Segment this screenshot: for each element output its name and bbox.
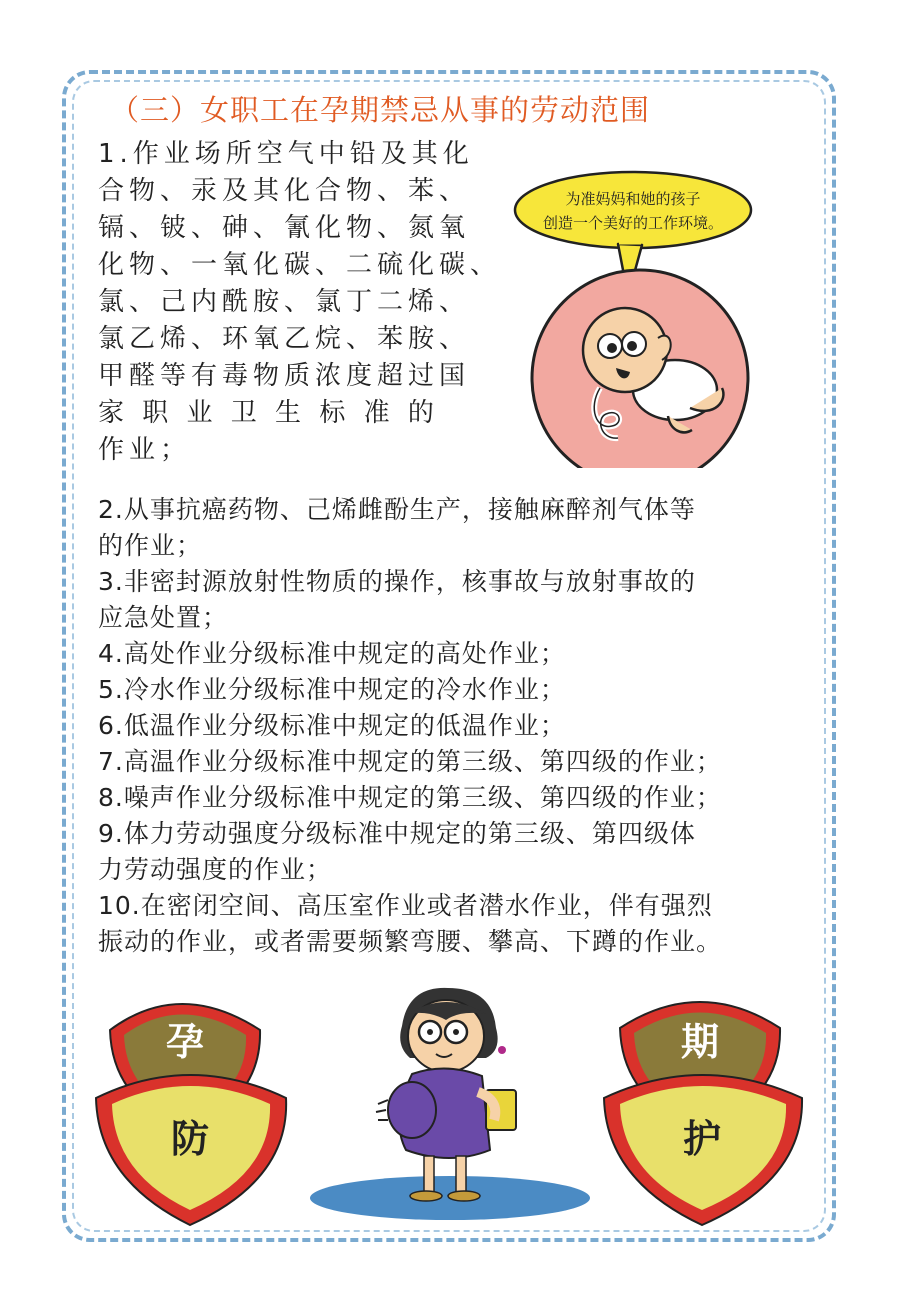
item-line: 4.高处作业分级标准中规定的高处作业； (98, 639, 566, 668)
item-line: 3.非密封源放射性物质的操作，核事故与放射事故的 (98, 567, 696, 596)
item-line: 力劳动强度的作业； (98, 855, 333, 884)
shield-left-bottom (96, 1075, 286, 1225)
item-1-line: 合物、汞及其化合物、苯、 (98, 176, 471, 206)
pregnant-woman-figure (376, 988, 516, 1201)
item-line: 8.噪声作业分级标准中规定的第三级、第四级的作业； (98, 783, 722, 812)
item-1-block (98, 136, 502, 469)
item-line: 应急处置； (98, 603, 229, 632)
item-1-line: 作业； (98, 435, 192, 465)
item-line: 2.从事抗癌药物、己烯雌酚生产，接触麻醉剂气体等 (98, 495, 696, 524)
shield-char-yun: 孕 (165, 1019, 205, 1064)
bottom-illustration (90, 980, 820, 1230)
item-1-line: 氯、己内酰胺、氯丁二烯、 (98, 287, 471, 317)
items-2-to-10-block (98, 492, 818, 960)
item-line: 7.高温作业分级标准中规定的第三级、第四级的作业； (98, 747, 722, 776)
baby-womb-illustration (500, 168, 790, 468)
page-title: （三）女职工在孕期禁忌从事的劳动范围 (110, 93, 651, 127)
shield-char-hu: 护 (682, 1116, 722, 1161)
item-1-line: 化物、一氧化碳、二硫化碳、 (98, 250, 502, 280)
item-1-line: 甲醛等有毒物质浓度超过国 (98, 361, 471, 391)
item-line: 10.在密闭空间、高压室作业或者潜水作业，伴有强烈 (98, 891, 713, 920)
shield-right-bottom (604, 1075, 802, 1225)
item-1-line: 氯乙烯、环氧乙烷、苯胺、 (98, 324, 471, 354)
item-line: 9.体力劳动强度分级标准中规定的第三级、第四级体 (98, 819, 696, 848)
item-line: 6.低温作业分级标准中规定的低温作业； (98, 711, 566, 740)
bubble-text-line1: 为准妈妈和她的孩子 (565, 190, 701, 208)
item-line: 振动的作业，或者需要频繁弯腰、攀高、下蹲的作业。 (98, 927, 723, 956)
item-1-line: 家 职 业 卫 生 标 准 的 (98, 398, 439, 428)
bubble-text-line2: 创造一个美好的工作环境。 (542, 214, 724, 232)
item-line: 的作业； (98, 531, 203, 560)
shield-char-fang: 防 (170, 1116, 210, 1161)
item-line: 5.冷水作业分级标准中规定的冷水作业； (98, 675, 566, 704)
item-1-line: 镉、铍、砷、氰化物、氮氧 (98, 213, 471, 243)
shield-char-qi: 期 (680, 1019, 720, 1064)
item-1-line: 1.作业场所空气中铅及其化 (98, 139, 474, 169)
